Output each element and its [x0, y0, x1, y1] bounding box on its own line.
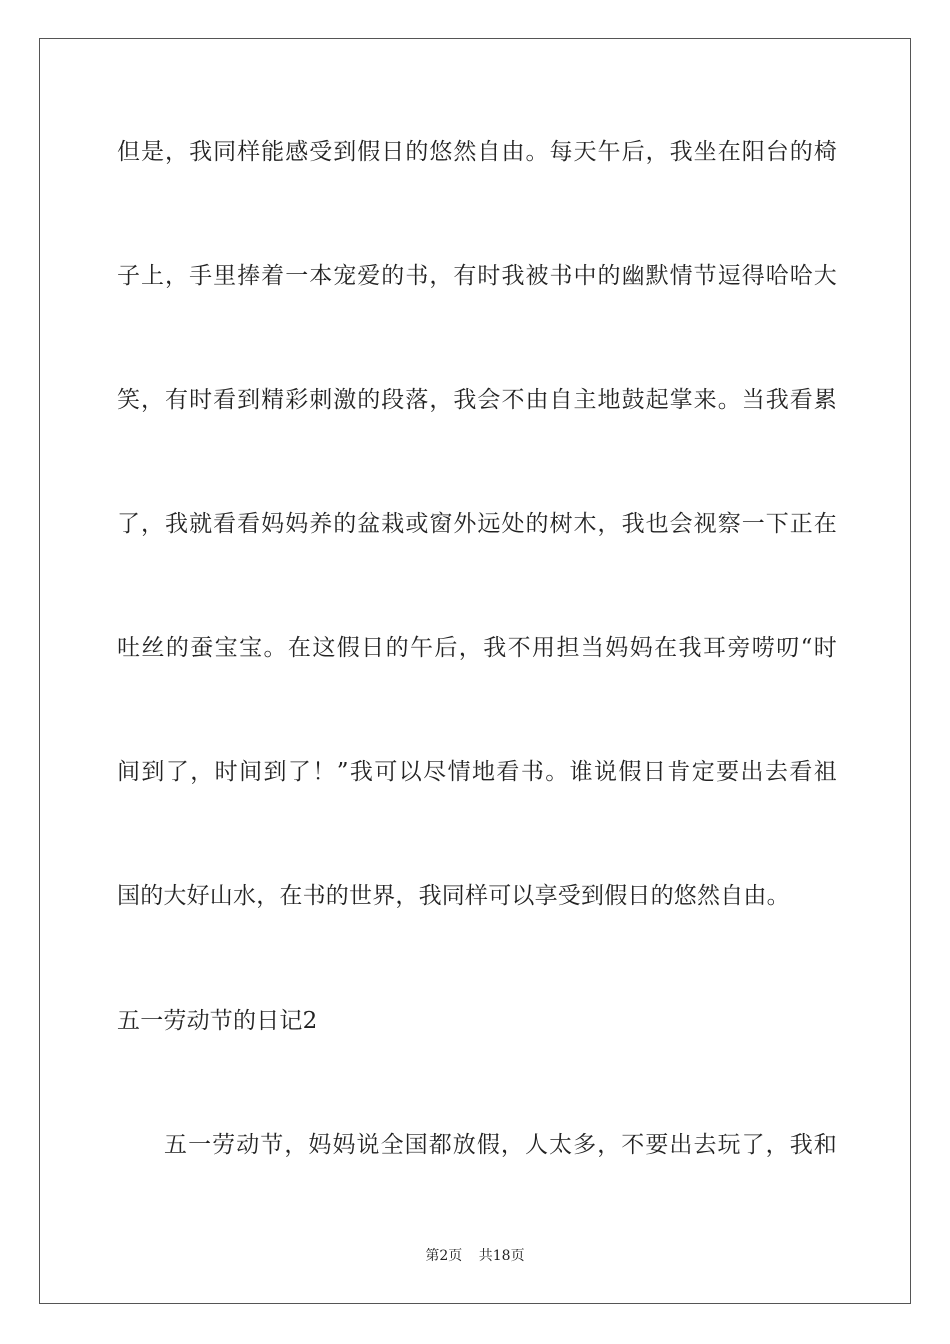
section-heading: 五一劳动节的日记2: [117, 1008, 318, 1034]
body-line-2: 子上，手里捧着一本宠爱的书，有时我被书中的幽默情节逗得哈哈大: [117, 263, 837, 289]
body-line-3: 笑，有时看到精彩刺激的段落，我会不由自主地鼓起掌来。当我看累: [117, 387, 837, 413]
page-border: [39, 38, 911, 1304]
total-pages: 共18页: [478, 1248, 525, 1264]
page-number: 第2页: [425, 1248, 463, 1264]
body-line-4: 了，我就看看妈妈养的盆栽或窗外远处的树木，我也会视察一下正在: [117, 511, 837, 537]
body-line-1: 但是，我同样能感受到假日的悠然自由。每天午后，我坐在阳台的椅: [117, 139, 837, 165]
paragraph-first-line: 五一劳动节，妈妈说全国都放假，人太多，不要出去玩了，我和: [164, 1132, 837, 1158]
body-line-6: 间到了，时间到了！”我可以尽情地看书。谁说假日肯定要出去看祖: [117, 759, 837, 785]
body-line-7: 国的大好山水，在书的世界，我同样可以享受到假日的悠然自由。: [117, 883, 790, 909]
page-footer: [0, 1247, 950, 1265]
body-line-5: 吐丝的蚕宝宝。在这假日的午后，我不用担当妈妈在我耳旁唠叨“时: [117, 635, 837, 661]
